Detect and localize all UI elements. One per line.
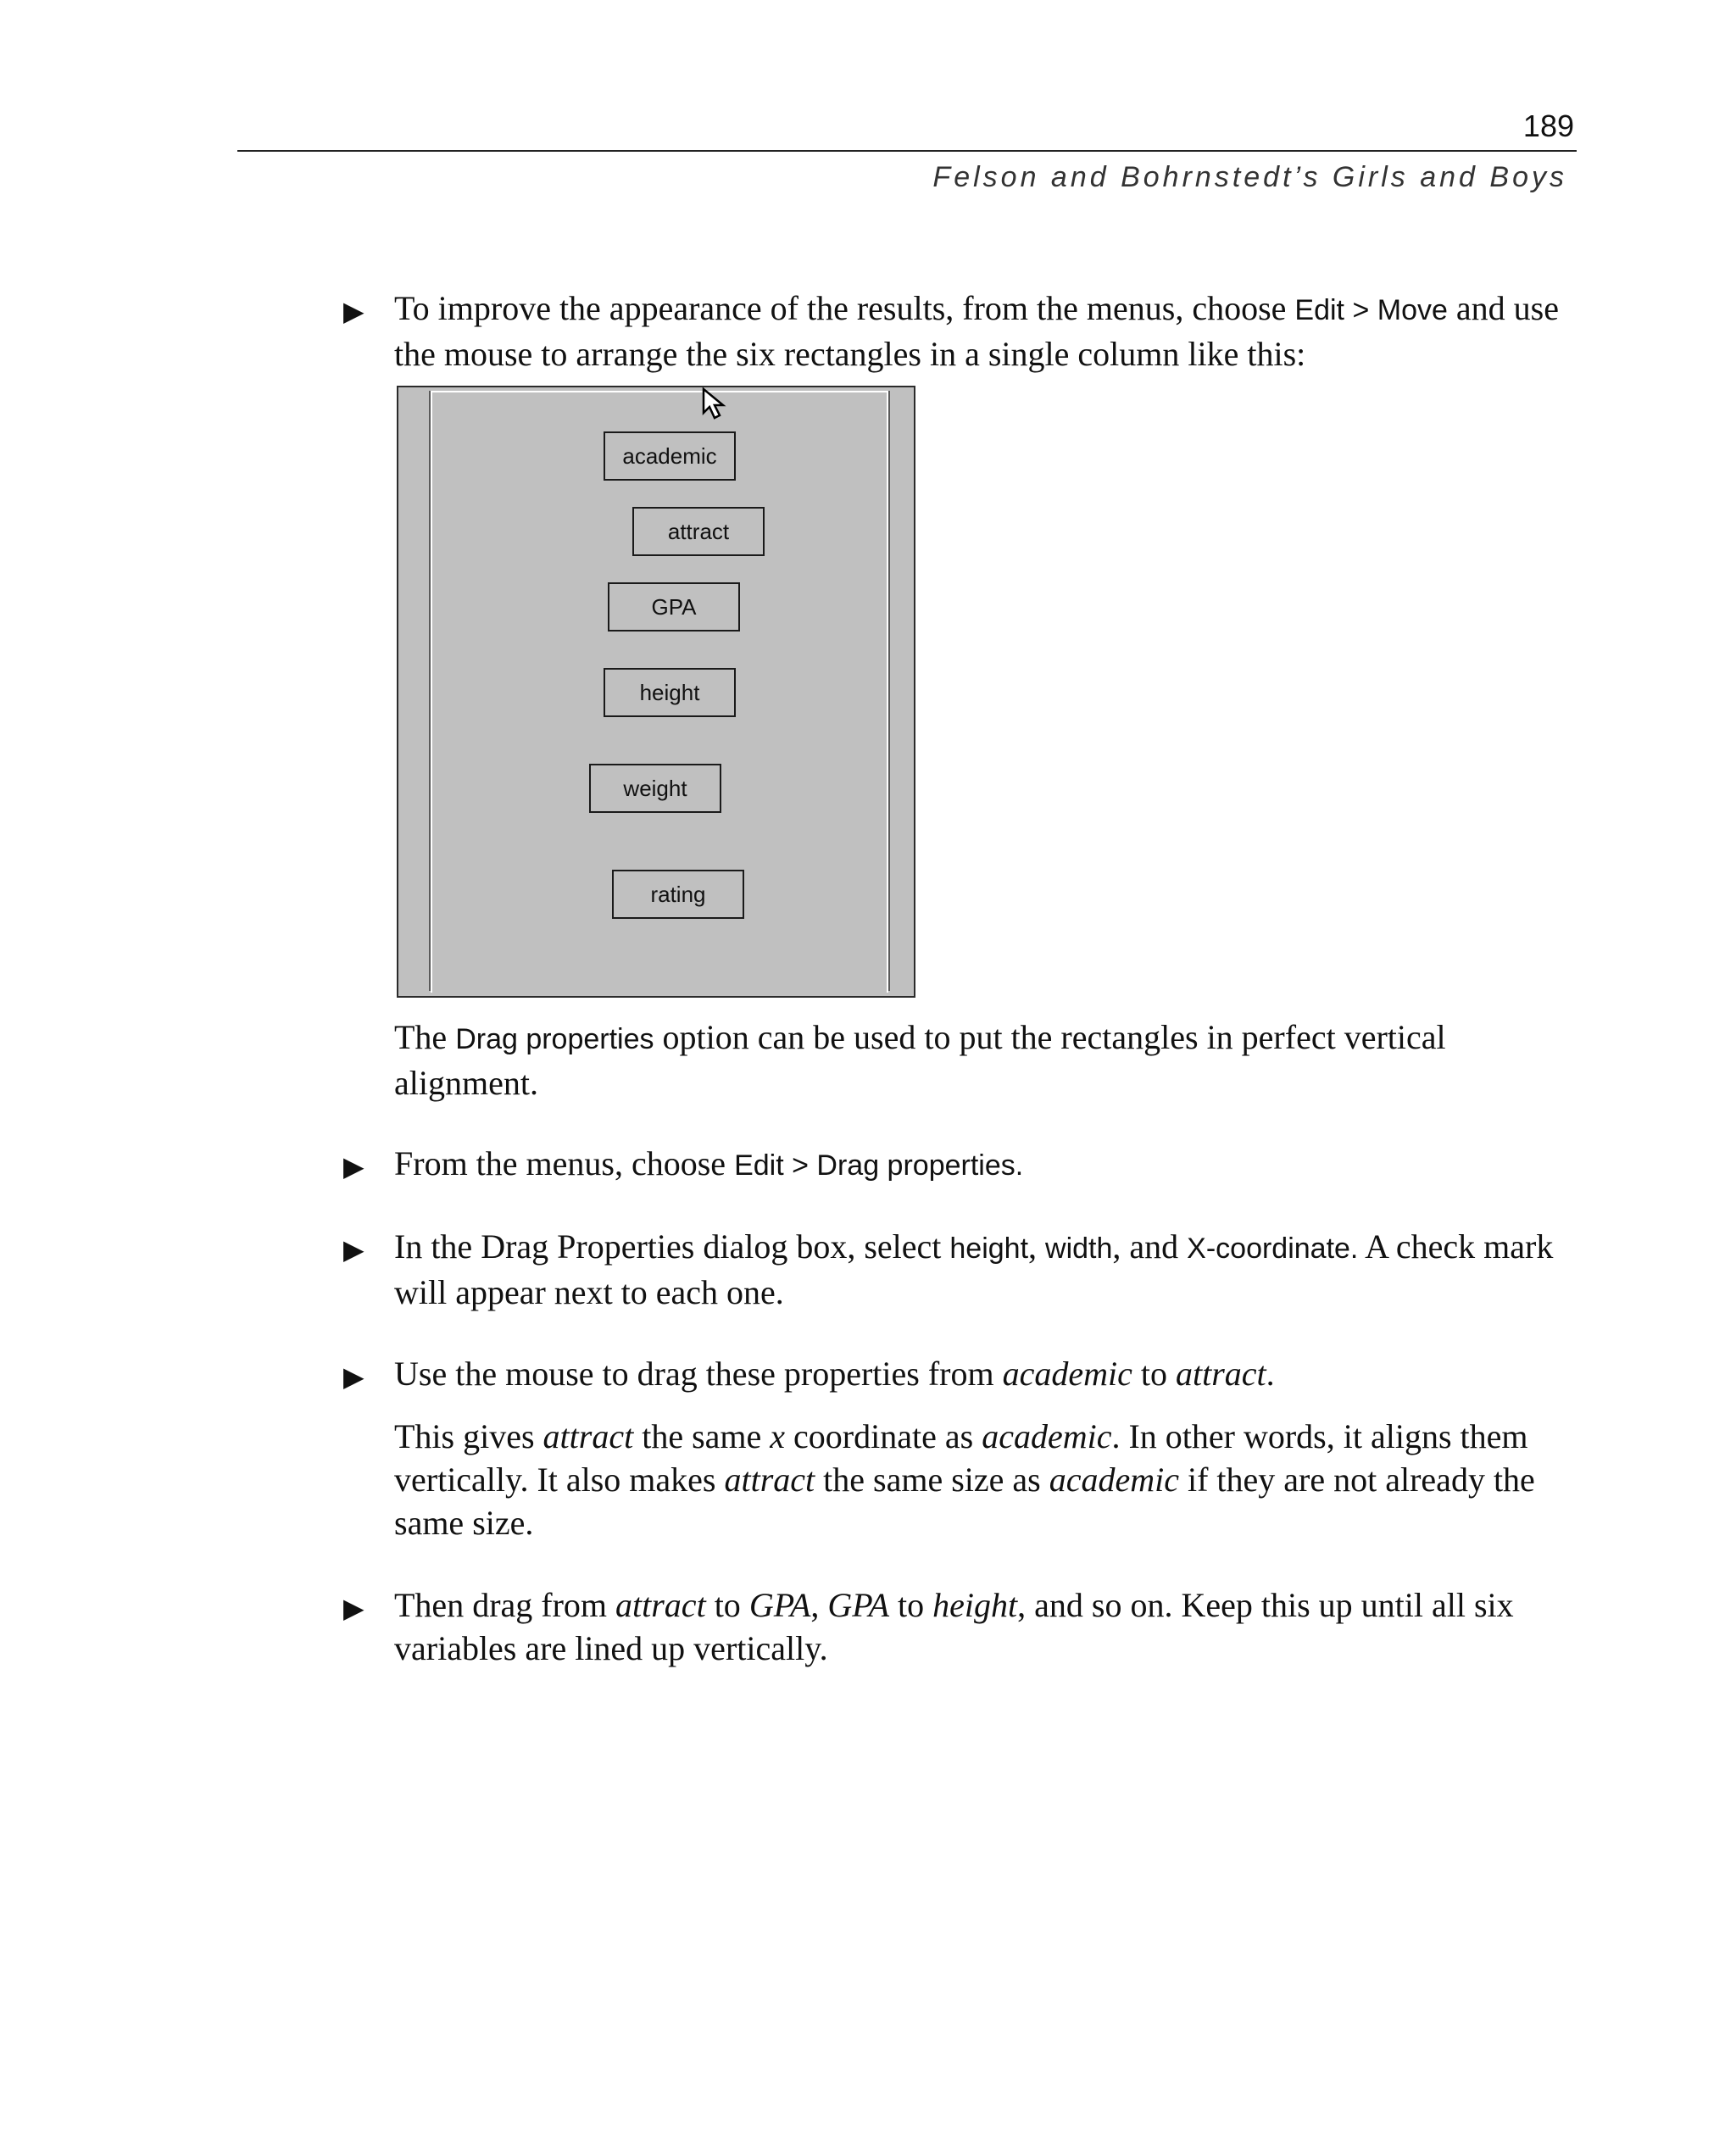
menu-move: Move bbox=[1377, 294, 1448, 326]
mouse-pointer-icon bbox=[702, 387, 731, 421]
step-select-properties bbox=[343, 1225, 1581, 1314]
variables-canvas-screenshot bbox=[397, 386, 915, 998]
bullet-triangle-icon: ▶ bbox=[343, 1151, 364, 1182]
step-drag-academic-to-attract bbox=[343, 1352, 1581, 1395]
variable-box-academic[interactable]: academic bbox=[604, 431, 736, 481]
note-drag-properties: The Drag properties option can be used to put the rectangles in perfect vertical alignment. bbox=[394, 1018, 1446, 1102]
header-rule bbox=[237, 150, 1577, 152]
step-text: Then drag from attract to GPA, GPA to height, and so on. Keep this up until all six variables are lined up vertically. bbox=[394, 1586, 1514, 1667]
variable-box-gpa[interactable]: GPA bbox=[608, 582, 740, 632]
explanation-paragraph: This gives attract the same x coordinate as academic. In other words, it aligns them vertically. It also makes attract the same size as academic if they are not already the same size. bbox=[394, 1417, 1535, 1542]
canvas-work-area bbox=[431, 391, 888, 993]
variable-box-height[interactable]: height bbox=[604, 668, 736, 717]
step-text: Use the mouse to drag these properties from academic to attract. bbox=[394, 1355, 1275, 1393]
bullet-triangle-icon: ▶ bbox=[343, 296, 364, 326]
step-text: From the menus, choose Edit > Drag properties. bbox=[394, 1144, 1024, 1182]
running-head: Felson and Bohrnstedt’s Girls and Boys bbox=[932, 161, 1567, 193]
menu-edit: Edit bbox=[1294, 294, 1344, 326]
step-text: To improve the appearance of the results, from the menus, choose Edit > Move and use the mouse to arrange the six rectangles in a single column like this: bbox=[394, 289, 1559, 373]
step-repeat-drag bbox=[343, 1583, 1581, 1670]
step-text: In the Drag Properties dialog box, select height, width, and X-coordinate. A check mark will appear next to each one. bbox=[394, 1227, 1554, 1311]
bullet-triangle-icon: ▶ bbox=[343, 1361, 364, 1392]
page-number: 189 bbox=[1522, 108, 1574, 143]
variable-box-rating[interactable]: rating bbox=[612, 870, 744, 919]
variable-box-attract[interactable]: attract bbox=[632, 507, 765, 556]
step-arrange-rectangles bbox=[343, 287, 1581, 376]
step-choose-drag-properties bbox=[343, 1142, 1581, 1188]
bullet-triangle-icon: ▶ bbox=[343, 1234, 364, 1265]
bullet-triangle-icon: ▶ bbox=[343, 1593, 364, 1623]
variable-box-weight[interactable]: weight bbox=[589, 764, 721, 813]
